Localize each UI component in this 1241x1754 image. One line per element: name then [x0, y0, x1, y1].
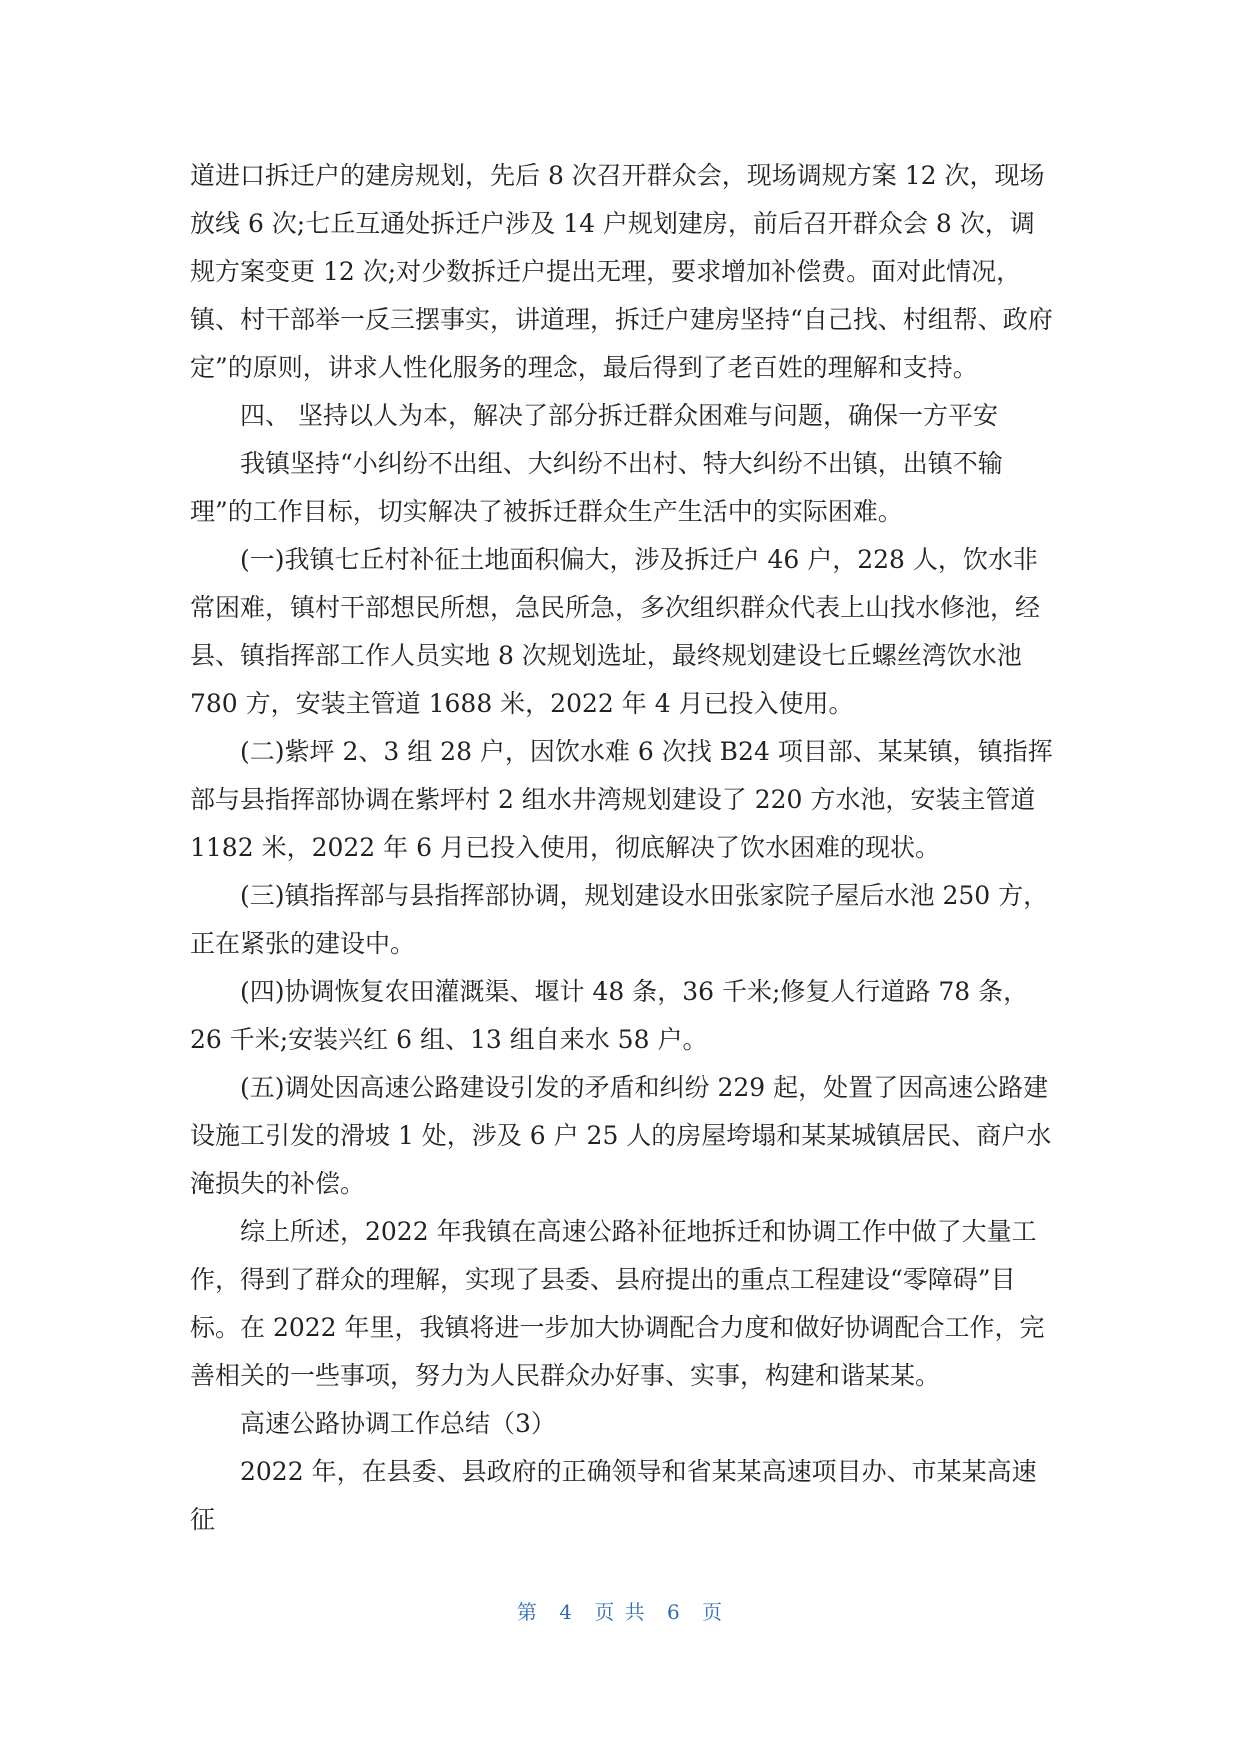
total-page-number: 6	[667, 1600, 682, 1624]
current-page-number: 4	[559, 1600, 574, 1624]
footer-suffix: 页	[702, 1600, 725, 1624]
paragraph: 我镇坚持“小纠纷不出组、大纠纷不出村、特大纠纷不出镇，出镇不输理”的工作目标，切实解决了被拆迁群众生产生活中的实际困难。	[190, 449, 1003, 526]
paragraph: (三)镇指挥部与县指挥部协调，规划建设水田张家院子屋后水池 250 方，正在紧张的建设中。	[190, 881, 1049, 958]
paragraph: (五)调处因高速公路建设引发的矛盾和纠纷 229 起，处置了因高速公路建设施工引发的滑坡 1 处，涉及 6 户 25 人的房屋垮塌和某某城镇居民、商户水淹损失的补偿。	[190, 1073, 1052, 1198]
document-body	[190, 152, 1058, 1544]
paragraph: (四)协调恢复农田灌溉渠、堰计 48 条，36 千米;修复人行道路 78 条，26 千米;安装兴红 6 组、13 组自来水 58 户。	[190, 977, 1029, 1054]
page-footer	[0, 1596, 1241, 1625]
paragraph: 道进口拆迁户的建房规划，先后 8 次召开群众会，现场调规方案 12 次，现场放线 6 次;七丘互通处拆迁户涉及 14 户规划建房，前后召开群众会 8 次，调规方案变更 12 次;对少数拆迁户提出无理，要求增加补偿费。面对此情况，镇、村干部举一反三摆事实，讲道理，拆迁户建房坚持“自己找、村组帮、政府定”的原则，讲求人性化服务的理念，最后得到了老百姓的理解和支持。	[190, 161, 1053, 382]
paragraph: 2022 年，在县委、县政府的正确领导和省某某高速项目办、市某某高速征	[190, 1457, 1037, 1534]
paragraph: (二)紫坪 2、3 组 28 户，因饮水难 6 次找 B24 项目部、某某镇，镇指挥部与县指挥部协调在紫坪村 2 组水井湾规划建设了 220 方水池，安装主管道 1182 米，2022 年 6 月已投入使用，彻底解决了饮水困难的现状。	[190, 737, 1053, 862]
footer-prefix: 第	[516, 1600, 539, 1624]
footer-middle: 页 共	[594, 1600, 647, 1624]
paragraph: (一)我镇七丘村补征土地面积偏大，涉及拆迁户 46 户，228 人，饮水非常困难，镇村干部想民所想，急民所急，多次组织群众代表上山找水修池，经县、镇指挥部工作人员实地 8 次规划选址，最终规划建设七丘螺丝湾饮水池 780 方，安装主管道 1688 米，2022 年 4 月已投入使用。	[190, 545, 1041, 718]
paragraph: 综上所述，2022 年我镇在高速公路补征地拆迁和协调工作中做了大量工作，得到了群众的理解，实现了县委、县府提出的重点工程建设“零障碍”目标。在 2022 年里，我镇将进一步加大协调配合力度和做好协调配合工作，完善相关的一些事项，努力为人民群众办好事、实事，构建和谐某某。	[190, 1217, 1045, 1390]
section-heading: 四、 坚持以人为本，解决了部分拆迁群众困难与问题，确保一方平安	[240, 401, 998, 430]
section-title: 高速公路协调工作总结（3）	[240, 1409, 556, 1438]
